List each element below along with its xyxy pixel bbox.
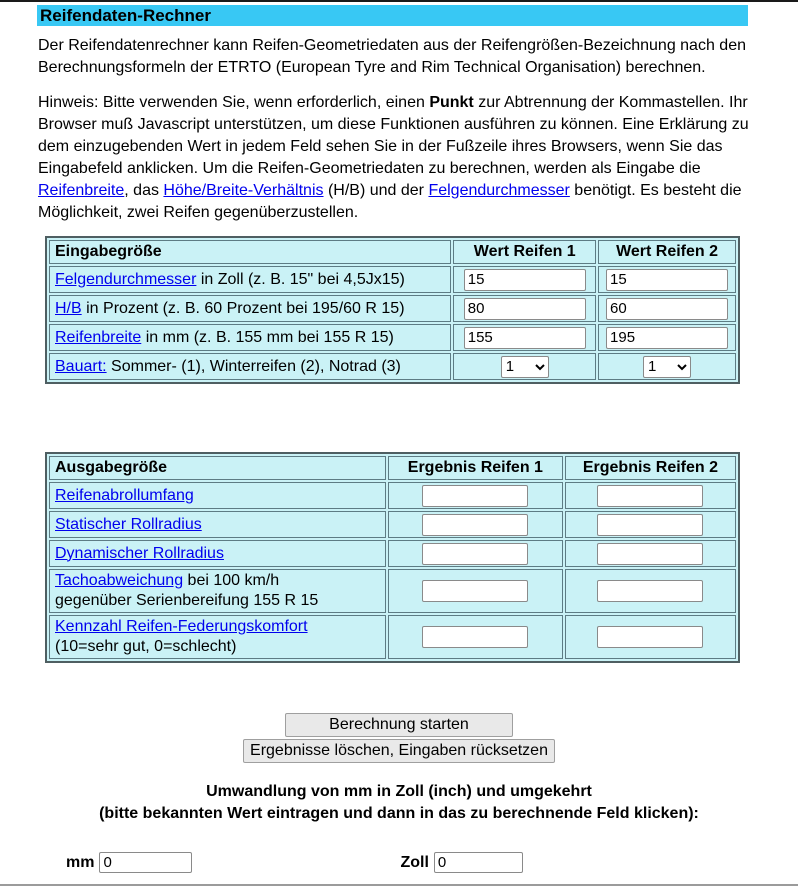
link-hoehe-breite-verhaeltnis[interactable]: Höhe/Breite-Verhältnis [163, 182, 324, 199]
converter-subtitle: (bitte bekannten Wert eintragen und dann in das zu berechnende Feld klicken): [99, 805, 699, 822]
converter-row [37, 852, 761, 873]
tachoabweichung-reifen2-output[interactable] [597, 580, 703, 602]
output-table-header-ergebnis-reifen-1: Ergebnis Reifen 1 [388, 456, 563, 480]
kennzahl-row-line2: (10=sehr gut, 0=schlecht) [55, 638, 237, 655]
start-calculation-button[interactable]: Berechnung starten [285, 713, 513, 737]
output-table [45, 452, 740, 663]
statischer-rollradius-reifen1-output[interactable] [422, 514, 528, 536]
felgendurchmesser-reifen2-input[interactable] [606, 269, 728, 291]
link-reifenbreite-row[interactable]: Reifenbreite [55, 328, 142, 346]
link-reifenbreite[interactable]: Reifenbreite [38, 182, 125, 199]
hint-text-2: zur Abtrennung der Kommastellen. Ihr Browser muß Javascript unterstützen, um diese Funktionen ausführen zu können. Eine Erklärung zu dem einzugebenden Wert in jedem Feld sehen Sie in der Fußzeile ihres Browsers, wenn Sie das Eingabefeld anklicken. Um die Reifen-Geometriedaten zu berechnen, werden als Eingabe die [38, 94, 749, 177]
tachoabweichung-row-text: bei 100 km/h [183, 572, 280, 589]
reifenabrollumfang-reifen2-output[interactable] [597, 485, 703, 507]
zoll-label: Zoll [400, 853, 429, 871]
kennzahl-reifen2-output[interactable] [597, 626, 703, 648]
table-row-tachoabweichung [49, 569, 736, 613]
reifenbreite-reifen2-input[interactable] [606, 327, 728, 349]
page-top-rule [0, 0, 798, 2]
link-tachoabweichung[interactable]: Tachoabweichung [55, 572, 184, 589]
dynamischer-rollradius-reifen1-output[interactable] [422, 543, 528, 565]
hint-paragraph [38, 92, 761, 224]
link-dynamischer-rollradius[interactable]: Dynamischer Rollradius [55, 544, 224, 562]
table-row-felgendurchmesser [49, 266, 736, 293]
table-row-kennzahl-federungskomfort [49, 615, 736, 659]
table-row-dynamischer-rollradius [49, 540, 736, 567]
hint-text-1: Hinweis: Bitte verwenden Sie, wenn erforderlich, einen [38, 94, 430, 111]
page-title: Reifendaten-Rechner [37, 5, 748, 26]
link-felgendurchmesser[interactable]: Felgendurchmesser [428, 182, 570, 199]
input-table [45, 236, 740, 384]
bauart-row-text: Sommer- (1), Winterreifen (2), Notrad (3) [106, 357, 401, 375]
converter-title: Umwandlung von mm in Zoll (inch) und umgekehrt [206, 783, 592, 800]
table-row-bauart [49, 353, 736, 380]
statischer-rollradius-reifen2-output[interactable] [597, 514, 703, 536]
bauart-reifen2-select[interactable] [643, 356, 691, 378]
intro-paragraph: Der Reifendatenrechner kann Reifen-Geometriedaten aus der Reifengrößen-Bezeichnung nach den Berechnungsformeln der ETRTO (European Tyre and Rim Technical Organisation) berechnen. [38, 37, 746, 76]
mm-label: mm [66, 853, 95, 871]
link-felgendurchmesser-row[interactable]: Felgendurchmesser [55, 270, 197, 288]
tachoabweichung-row-line2: gegenüber Serienbereifung 155 R 15 [55, 592, 319, 609]
input-table-header-eingabegroesse: Eingabegröße [49, 240, 451, 264]
link-bauart[interactable]: Bauart: [55, 357, 107, 375]
buttons-area [37, 713, 761, 763]
table-row-reifenbreite [49, 324, 736, 351]
output-table-header-ausgabegroesse: Ausgabegröße [49, 456, 386, 480]
link-statischer-rollradius[interactable]: Statischer Rollradius [55, 515, 202, 533]
table-row-hb [49, 295, 736, 322]
reifenabrollumfang-reifen1-output[interactable] [422, 485, 528, 507]
input-table-header-wert-reifen-2: Wert Reifen 2 [598, 240, 736, 264]
output-table-header-ergebnis-reifen-2: Ergebnis Reifen 2 [565, 456, 736, 480]
reset-button[interactable]: Ergebnisse löschen, Eingaben rücksetzen [243, 739, 555, 763]
hint-text-3: , das [124, 182, 164, 199]
hb-reifen1-input[interactable] [464, 298, 586, 320]
zoll-input[interactable] [434, 852, 523, 873]
link-kennzahl-federungskomfort[interactable]: Kennzahl Reifen-Federungskomfort [55, 618, 308, 635]
felgendurchmesser-reifen1-input[interactable] [464, 269, 586, 291]
hint-text-5: benötigt. Es besteht die Möglichkeit, zwei Reifen gegenüberzustellen. [38, 182, 742, 221]
input-table-header-row [49, 240, 736, 264]
felgendurchmesser-row-text: in Zoll (z. B. 15" bei 4,5Jx15) [196, 270, 405, 288]
dynamischer-rollradius-reifen2-output[interactable] [597, 543, 703, 565]
reifenbreite-row-text: in mm (z. B. 155 mm bei 155 R 15) [141, 328, 394, 346]
link-reifenabrollumfang[interactable]: Reifenabrollumfang [55, 486, 194, 504]
hb-reifen2-input[interactable] [606, 298, 728, 320]
kennzahl-reifen1-output[interactable] [422, 626, 528, 648]
input-table-header-wert-reifen-1: Wert Reifen 1 [453, 240, 596, 264]
page-content [37, 5, 761, 873]
mm-input[interactable] [99, 852, 192, 873]
table-row-reifenabrollumfang [49, 482, 736, 509]
output-table-header-row [49, 456, 736, 480]
hint-bold-punkt: Punkt [429, 94, 474, 111]
hb-row-text: in Prozent (z. B. 60 Prozent bei 195/60 R 15) [81, 299, 405, 317]
tachoabweichung-reifen1-output[interactable] [422, 580, 528, 602]
table-row-statischer-rollradius [49, 511, 736, 538]
link-hb-row[interactable]: H/B [55, 299, 82, 317]
bauart-reifen1-select[interactable] [501, 356, 549, 378]
hint-text-4: (H/B) und der [323, 182, 429, 199]
reifenbreite-reifen1-input[interactable] [464, 327, 586, 349]
